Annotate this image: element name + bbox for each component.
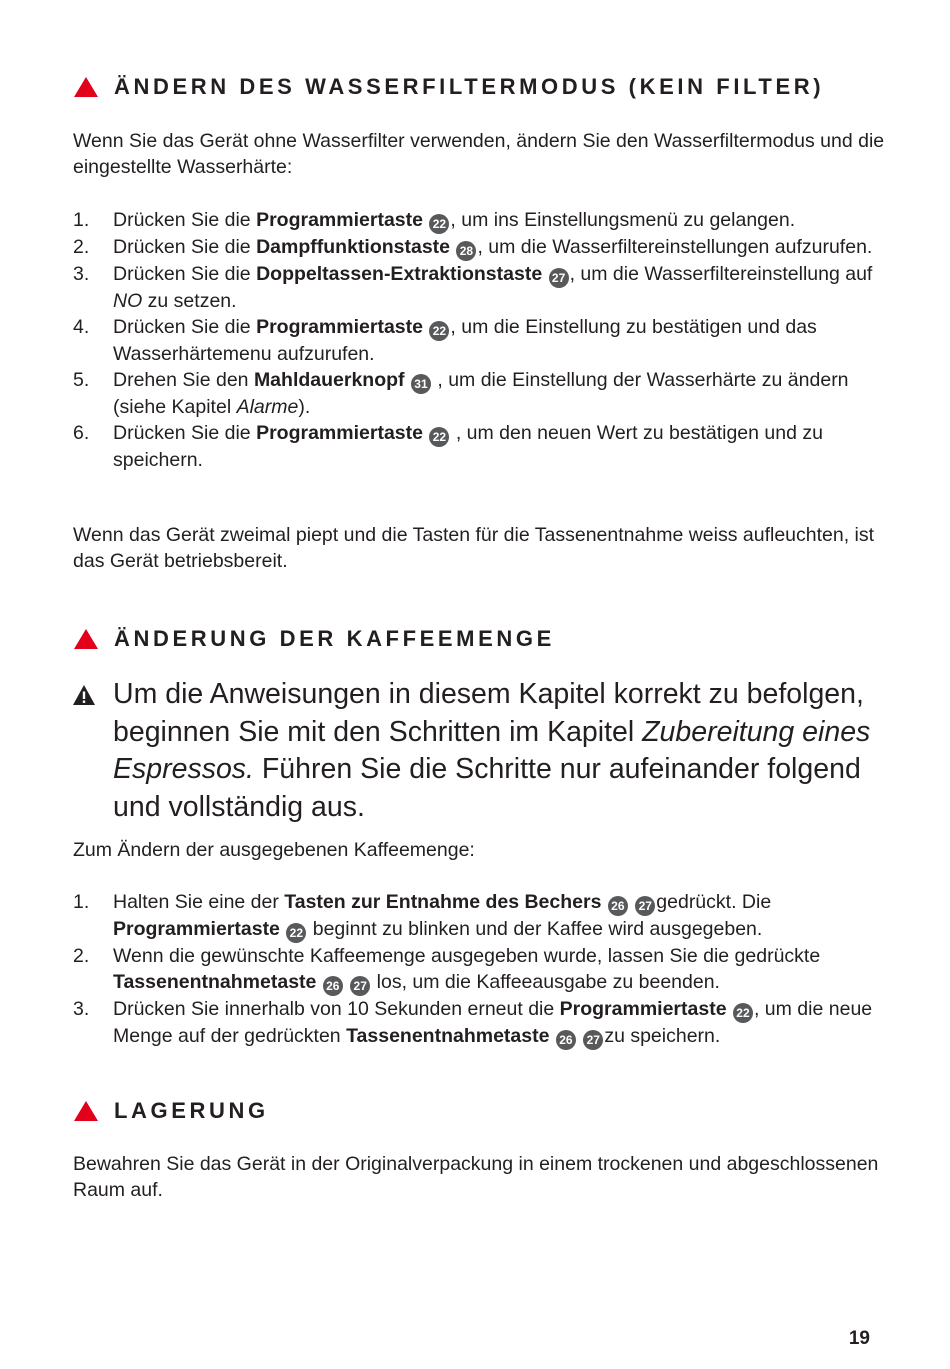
button-number-badge: 22 (429, 214, 449, 234)
list-item: 2. Wenn die gewünschte Kaffeemenge ausgegeben wurde, lassen Sie die gedrückte Tassenentnahmetaste 26 27 los, um die Kaffeeausgabe zu beenden. (73, 943, 893, 996)
red-triangle-icon (74, 629, 98, 649)
red-triangle-icon (74, 1101, 98, 1121)
storage-text: Bewahren Sie das Gerät in der Originalverpackung in einem trockenen und abgeschlossenen Raum auf. (73, 1153, 879, 1201)
warning-icon (72, 684, 96, 706)
warning-block (72, 676, 902, 826)
page-number: 19 (848, 1328, 870, 1349)
list-item: 4. Drücken Sie die Programmiertaste 22 , um die Einstellung zu bestätigen und das Wasserhärtemenu aufzurufen. (73, 316, 817, 365)
button-number-badge: 26 (608, 896, 628, 916)
section-heading-coffee-amount (74, 626, 555, 652)
section-heading-text: ÄNDERUNG DER KAFFEEMENGE (114, 626, 555, 651)
section-heading-storage (74, 1098, 269, 1124)
button-number-badge: 22 (733, 1003, 753, 1023)
section-heading-water-filter (74, 74, 824, 100)
button-number-badge: 31 (411, 374, 431, 394)
warning-text: Um die Anweisungen in diesem Kapitel korrekt zu befolgen, beginnen Sie mit den Schritten im Kapitel Zubereitung eines Espressos. Führen Sie die Schritte nur aufeinander folgend und vollständig aus. (113, 678, 871, 823)
section-heading-text: ÄNDERN DES WASSERFILTERMODUS (KEIN FILTER) (114, 74, 825, 99)
button-number-badge: 27 (350, 976, 370, 996)
list-item: 5. Drehen Sie den Mahldauerknopf 31 , um die Einstellung der Wasserhärte zu ändern (siehe Kapitel Alarme). (73, 369, 849, 418)
button-number-badge: 26 (556, 1030, 576, 1050)
button-number-badge: 22 (286, 923, 306, 943)
red-triangle-icon (74, 77, 98, 97)
coffee-amount-intro: Zum Ändern der ausgegebenen Kaffeemenge: (73, 839, 475, 861)
list-item: 3. Drücken Sie innerhalb von 10 Sekunden erneut die Programmiertaste 22 , um die neue Menge auf der gedrückten Tassenentnahmetaste 26 27 zu speichern. (73, 996, 893, 1050)
button-number-badge: 27 (635, 896, 655, 916)
list-item: 3. Drücken Sie die Doppeltassen-Extraktionstaste 27 , um die Wasserfiltereinstellung auf NO zu setzen. (73, 263, 873, 312)
button-number-badge: 22 (429, 321, 449, 341)
button-number-badge: 28 (456, 241, 476, 261)
button-number-badge: 27 (583, 1030, 603, 1050)
coffee-amount-steps (73, 889, 893, 1050)
list-item: 1. Drücken Sie die Programmiertaste 22 , um ins Einstellungsmenü zu gelangen. (73, 207, 893, 234)
list-item: 1. Halten Sie eine der Tasten zur Entnahme des Bechers 26 27 gedrückt. Die Programmiertaste 22 beginnt zu blinken und der Kaffee wird ausgegeben. (73, 889, 893, 943)
button-number-badge: 27 (549, 268, 569, 288)
water-filter-outro: Wenn das Gerät zweimal piept und die Tasten für die Tassenentnahme weiss aufleuchten, ist das Gerät betriebsbereit. (73, 524, 875, 572)
button-number-badge: 22 (429, 427, 449, 447)
button-number-badge: 26 (323, 976, 343, 996)
list-item: 2. Drücken Sie die Dampffunktionstaste 28 , um die Wasserfiltereinstellungen aufzurufen. (73, 234, 893, 261)
water-filter-intro: Wenn Sie das Gerät ohne Wasserfilter verwenden, ändern Sie den Wasserfiltermodus und die eingestellte Wasserhärte: (73, 130, 885, 178)
list-item: 6. Drücken Sie die Programmiertaste 22 , um den neuen Wert zu bestätigen und zu speichern. (73, 422, 823, 471)
water-filter-steps (73, 207, 893, 473)
section-heading-text: LAGERUNG (114, 1098, 269, 1123)
